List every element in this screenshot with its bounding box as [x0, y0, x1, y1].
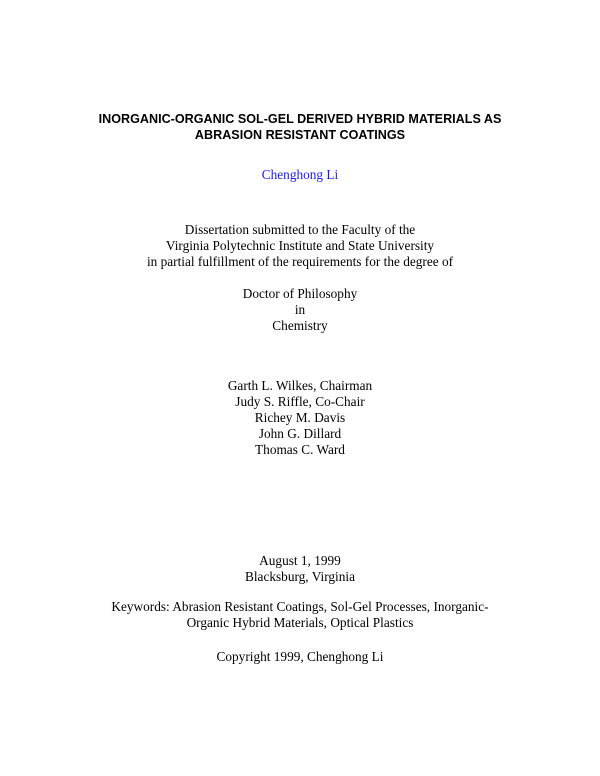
submission-date: August 1, 1999	[259, 553, 341, 568]
degree-line-1: Doctor of Philosophy	[242, 286, 358, 301]
committee-member: Garth L. Wilkes, Chairman	[227, 378, 373, 393]
submission-line-2: Virginia Polytechnic Institute and State University	[165, 238, 435, 253]
title-line-1: INORGANIC-ORGANIC SOL-GEL DERIVED HYBRID MATERIALS AS	[98, 112, 502, 126]
title-line-2: ABRASION RESISTANT COATINGS	[194, 128, 406, 142]
committee-member: Judy S. Riffle, Co-Chair	[235, 394, 365, 409]
submission-line-3: in partial fulfillment of the requirements for the degree of	[146, 254, 454, 269]
degree-line-3: Chemistry	[272, 318, 328, 333]
copyright-notice: Copyright 1999, Chenghong Li	[216, 649, 384, 664]
committee-member: John G. Dillard	[258, 426, 342, 441]
degree-line-2: in	[294, 302, 306, 317]
submission-line-1: Dissertation submitted to the Faculty of the	[184, 222, 416, 237]
committee-member: Thomas C. Ward	[255, 442, 345, 457]
committee-member: Richey M. Davis	[254, 410, 346, 425]
keywords-line-1: Keywords: Abrasion Resistant Coatings, Sol-Gel Processes, Inorganic-	[111, 599, 489, 614]
submission-location: Blacksburg, Virginia	[244, 569, 355, 584]
keywords-line-2: Organic Hybrid Materials, Optical Plastics	[186, 615, 414, 630]
author-name: Chenghong Li	[261, 167, 339, 182]
